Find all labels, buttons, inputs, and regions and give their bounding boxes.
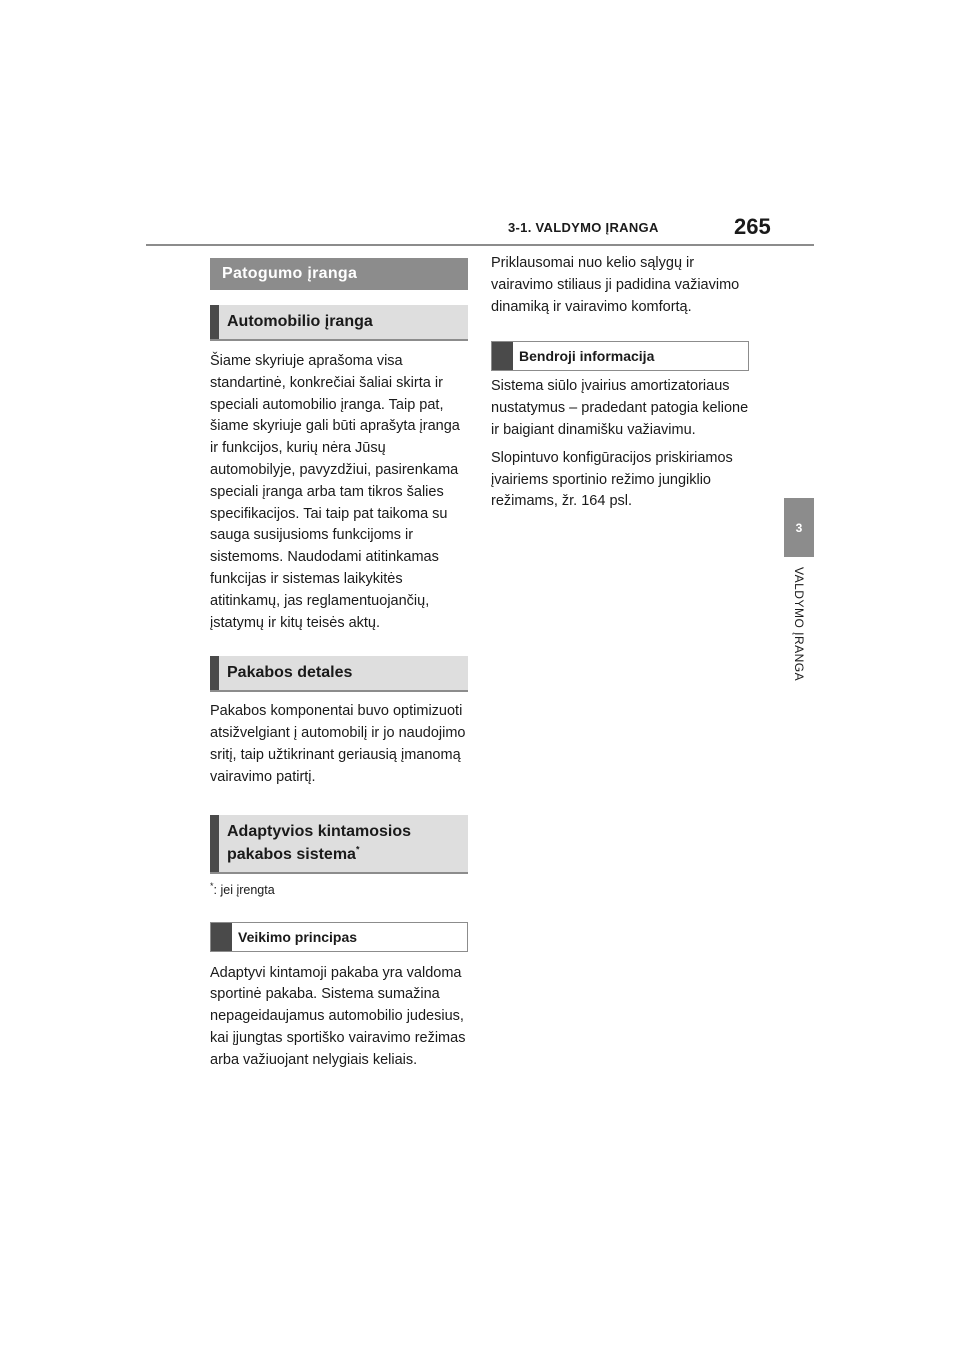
page-number: 265 (734, 214, 771, 239)
left-column (210, 258, 468, 1072)
subheading-marker (492, 342, 513, 370)
subheading-marker (211, 923, 232, 951)
asterisk-mark: * (355, 844, 360, 855)
chapter-title-vertical: VALDYMO ĮRANGA (792, 567, 806, 682)
heading-marker (210, 656, 219, 690)
section-heading-suspension (210, 656, 468, 692)
header-rule (146, 244, 814, 246)
paragraph-damper-configuration: Slopintuvo konfigūracijos priskiriamos įvairiems sportinio režimo jungiklio režimams, žr. 164 psl. (491, 449, 733, 510)
subsection-heading-text: Bendroji informacija (519, 348, 655, 365)
footnote (210, 882, 468, 898)
heading-marker (210, 305, 219, 339)
paragraph-dynamics: Priklausomai nuo kelio sąlygų ir vairavimo stiliaus ji padidina važiavimo dinamiką ir vairavimo komfortą. (491, 255, 740, 315)
paragraph-damper-settings: Sistema siūlo įvairius amortizatoriaus nustatymus – pradedant patogia kelione ir baigiant dinamišku važiavimu. (491, 378, 749, 438)
footnote-mark: * (210, 880, 214, 891)
section-heading-text (219, 815, 419, 872)
subsection-heading-text: Veikimo principas (238, 928, 358, 945)
heading-line-2: pakabos sistema (227, 845, 356, 863)
paragraph-suspension: Pakabos komponentai buvo optimizuoti atsižvelgiant į automobilį ir jo naudojimo sritį, taip užtikrinant geriausią įmanomą vairavimo patirtį. (210, 703, 466, 785)
heading-marker (210, 815, 219, 872)
section-heading-vehicle-equipment (210, 305, 468, 341)
section-heading-adaptive-suspension (210, 815, 468, 874)
paragraph-operation: Adaptyvi kintamoji pakaba yra valdoma sportinė pakaba. Sistema sumažina nepageidaujamus automobilio judesius, kai įjungtas sportiško vairavimo režimas arba važiuojant nelygiais keliais. (210, 964, 466, 1068)
heading-line-1: Adaptyvios kintamosios (227, 822, 412, 840)
section-heading-text: Pakabos detales (227, 664, 353, 682)
right-column (491, 255, 749, 513)
section-heading-text: Automobilio įranga (227, 313, 373, 330)
main-title: Patogumo įranga (210, 258, 468, 290)
subsection-heading-operation (210, 922, 468, 952)
paragraph-vehicle-equipment: Šiame skyriuje aprašoma visa standartinė, konkrečiai šaliai skirta ir speciali automobilio įranga. Taip pat, šiame skyriuje gali būti aprašyta įranga ir funkcijos, kurių nėra Jūsų automobilyje, pavyzdžiui, pasirenkama speciali įranga arba tam tikros šalies specifikacijos. Tai taip pat taikoma su sauga susijusioms funkcijoms ir sistemoms. Naudodami atitinkamas funkcijas ir sistemas laikykitės atitinkamų, jas reglamentuojančių, įstatymų ir kitų teisės aktų. (210, 353, 460, 631)
footnote-text: : jei įrengta (213, 882, 275, 897)
running-header-section: 3-1. VALDYMO ĮRANGA (508, 220, 659, 235)
subsection-heading-general-info (491, 341, 749, 371)
chapter-tab: 3 (784, 498, 814, 557)
